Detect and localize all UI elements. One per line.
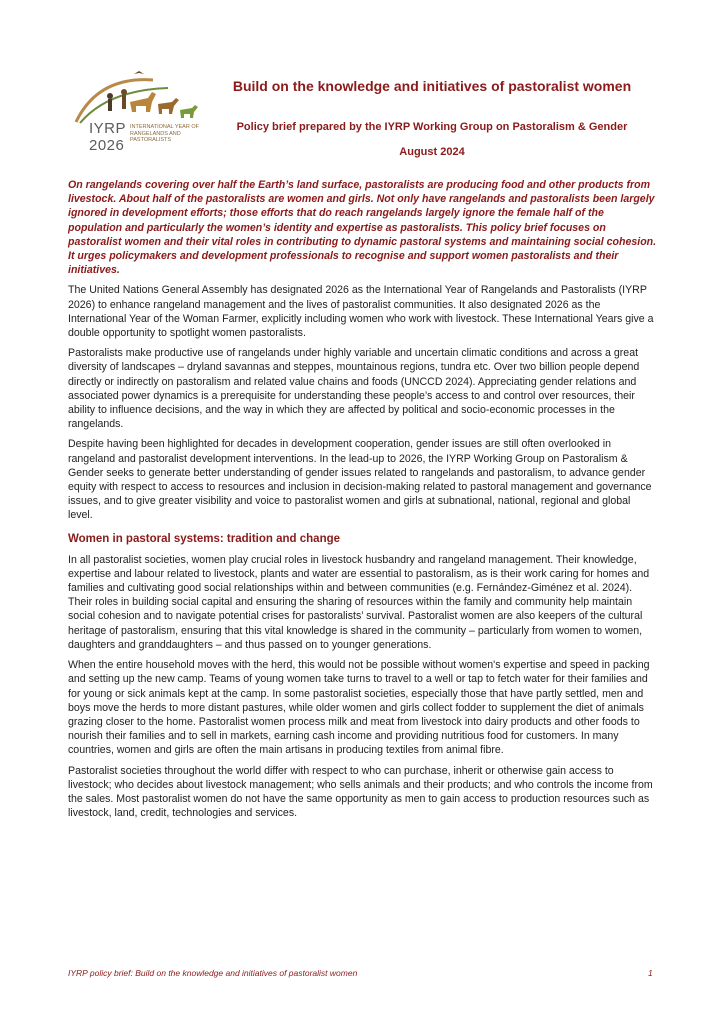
logo-year-text: IYRP 2026 [89, 120, 127, 154]
section-paragraph: When the entire household moves with the herd, this would not be possible without women's expertise and speed in packing and setting up the new camp. Teams of young women take turns to travel to a well or tap to fetch water for their families and for young or sick animals kept at the camp. In some pastoralist societies, especially those that have partly settled, men and boys move the herds to more distant pastures, while older women and girls collect fodder to supplement the diet of animals grazing closer to the home. Pastoralist women process milk and meat from livestock into dairy products and other foods to nourish their families and to sell in markets, earning cash income and providing nutritious food for customers. In many countries, women and girls are often the main artisans in producing textiles from animal fibre. [68, 659, 650, 757]
intro-paragraph: Despite having been highlighted for decades in development cooperation, gender issues are still often overlooked in rangeland and pastoralist development interventions. In the lead-up to 2026, the IYRP Working Group on Pastoralism & Gender seeks to generate better understanding of gender issues related to rangelands and pastoralism, to advance gender equity with respect to access to resources and inclusion in decision-making related to pastoral management and governance issues, and to give greater visibility and voice to pastoralist women and girls at subnational, national, regional and global level. [68, 438, 652, 522]
document-title: Build on the knowledge and initiatives of pastoralist women [232, 78, 632, 94]
document-subtitle: Policy brief prepared by the IYRP Working Group on Pastoralism & Gender [236, 121, 628, 133]
section-paragraph: In all pastoralist societies, women play crucial roles in livestock husbandry and rangeland management. Their knowledge, expertise and labour related to livestock, plants and water are essential to pastoralism, as is their work caring for homes and families and cultivating good social relationships within and between communities (e.g. Fernández-Giménez et al. 2024). Their roles in building social capital and ensuring the sharing of resources within the family and community help maintain social cohesion and to navigate potential crises for pastoralists’ survival. Pastoralist women are also keepers of the cultural heritage of pastoralism, ensuring that this vital knowledge is shared in the community – particularly from women to women, daughters and granddaughters – and thus passed on to younger generations. [68, 553, 650, 651]
section-paragraph: Pastoralist societies throughout the world differ with respect to who can purchase, inherit or otherwise gain access to livestock; who decides about livestock management; who sells animals and their products; and who controls the income from the sales. Most pastoralist women do not have the same opportunity as men to gain access to production resources such as livestock, land, credit, technologies and services. [68, 764, 653, 820]
intro-paragraph: Pastoralists make productive use of rangelands under highly variable and uncertain climatic conditions and across a great diversity of landscapes – dryland savannas and steppes, mountainous regions, tundra etc. Over two billion people depend directly or indirectly on pastoralism and related value chains and foods (UNCCD 2024). Appreciating gender relations and associated power dynamics is a prerequisite for understanding these people’s access to and control over resources, their ability to influence decisions, and the way in which they are affected by political and socio-economic processes in the rangelands. [68, 347, 640, 431]
logo-arch-icon [68, 66, 213, 126]
page-number: 1 [648, 968, 653, 978]
iyrp-logo [68, 66, 213, 166]
document-body [68, 178, 658, 826]
footer-text: IYRP policy brief: Build on the knowledge and initiatives of pastoralist women [68, 968, 358, 978]
logo-subtitle: INTERNATIONAL YEAR OF RANGELANDS AND PASTORALISTS [130, 124, 199, 143]
document-date: August 2024 [399, 146, 465, 158]
abstract-paragraph: On rangelands covering over half the Earth’s land surface, pastoralists are producing food and other products from livestock. About half of the pastoralists are women and girls. Not only have rangelands and pastoralists been largely ignored in development efforts; those efforts that do reach rangelands largely ignore the female half of the population and particularly the women’s identity and expertise as pastoralists. This policy brief focuses on pastoralist women and their vital roles in contributing to dynamic pastoral systems and maintaining social cohesion. It urges policymakers and development professionals to recognise and support women pastoralists and their initiatives. [68, 179, 657, 277]
section-heading: Women in pastoral systems: tradition and change [68, 532, 341, 545]
intro-paragraph: The United Nations General Assembly has designated 2026 as the International Year of Rangelands and Pastoralists (IYRP 2026) to enhance rangeland management and the lives of pastoralist communities. It also designated 2026 as the International Year of the Woman Farmer, explicitly including women who work with livestock. These International Years give a double opportunity to spotlight women pastoralists. [68, 284, 654, 340]
